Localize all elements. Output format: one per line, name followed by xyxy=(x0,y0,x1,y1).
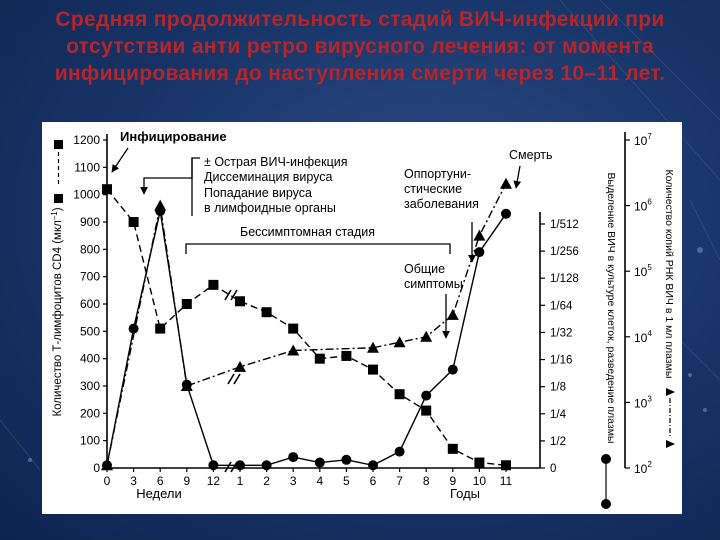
y-left-tick-label: 400 xyxy=(79,351,100,366)
x-unit-weeks: Недели xyxy=(136,486,182,501)
data-point-square xyxy=(262,307,272,317)
annotation-death: Смерть xyxy=(509,148,553,162)
x-tick-label: 7 xyxy=(396,474,403,488)
series-layer xyxy=(101,178,512,471)
annotation-dissemination: Диссеминация вируса xyxy=(204,170,333,184)
data-point-square xyxy=(448,444,458,454)
y-left-tick-label: 1200 xyxy=(73,133,100,147)
y-mid-tick-label: 1/2 xyxy=(550,435,566,448)
annotation-acute: ± Острая ВИЧ-инфекция xyxy=(204,155,348,169)
annotation-symptoms-2: симптомы xyxy=(404,277,463,291)
y-left-tick-label: 200 xyxy=(79,406,100,421)
legend-triangle-marker-right xyxy=(666,388,675,448)
data-point-square xyxy=(155,324,165,334)
annotation-lymphoid-1: Попадание вируса xyxy=(204,186,312,200)
data-point-circle xyxy=(341,455,351,465)
data-point-square xyxy=(288,324,298,334)
legend-circle-marker xyxy=(601,454,611,509)
x-tick-label: 3 xyxy=(130,474,137,488)
annotation-opportunistic-3: заболевания xyxy=(404,197,479,211)
x-tick-label: 12 xyxy=(206,474,221,488)
data-point-square xyxy=(208,280,218,290)
annotation-opportunistic-2: стические xyxy=(404,182,463,196)
data-point-triangle xyxy=(500,178,512,189)
data-point-circle xyxy=(288,452,298,462)
data-point-square xyxy=(341,351,351,361)
annotation-asymptomatic: Бессимптомная стадия xyxy=(240,225,376,239)
x-tick-label: 11 xyxy=(499,474,513,488)
data-point-square xyxy=(129,217,139,227)
y-left-tick-label: 0 xyxy=(93,461,100,475)
x-tick-label: 1 xyxy=(236,474,244,488)
annotation-lymphoid-2: в лимфоидные органы xyxy=(204,201,336,215)
annotation-opportunistic-1: Оппортуни- xyxy=(404,167,472,181)
x-tick-label: 6 xyxy=(156,474,164,488)
data-point-square xyxy=(102,184,112,194)
y-left-tick-label: 600 xyxy=(79,297,100,311)
y-left-tick-label: 800 xyxy=(79,242,100,257)
x-tick-label: 0 xyxy=(103,474,111,488)
y-mid-tick-label: 1/8 xyxy=(550,381,566,394)
slide-title: Средняя продолжительность стадий ВИЧ-инфекции при отсутствии анти ретро вирусного лечения: от момента инфицирования до наступления смерти через 10–11 лет. xyxy=(54,8,666,85)
chart-panel xyxy=(42,122,682,514)
annotation-infection: Инфицирование xyxy=(120,129,227,144)
y-right-tick-label: $10^4$ xyxy=(634,328,652,345)
data-point-circle xyxy=(315,458,325,468)
y-left-tick-label: 500 xyxy=(79,324,100,339)
y-right-axis-label: Количество копий РНК ВИЧ в 1 мл плазмы xyxy=(663,169,675,379)
data-point-triangle xyxy=(447,309,459,320)
y-mid-tick-label: 1/4 xyxy=(550,408,566,421)
y-left-tick-label: 1100 xyxy=(74,160,100,175)
y-right-tick-label: $10^6$ xyxy=(634,197,652,214)
x-tick-label: 3 xyxy=(289,474,297,488)
axis-ticks xyxy=(73,132,652,488)
y-left-tick-label: 700 xyxy=(79,269,100,284)
y-left-tick-label: 900 xyxy=(79,215,100,229)
y-left-axis-label: Количество Т-лимфоцитов CD4 (мкл$^{-1}$) xyxy=(50,207,64,417)
y-mid-tick-label: 1/256 xyxy=(550,246,579,259)
hiv-stages-chart xyxy=(42,122,682,514)
y-mid-tick-label: 1/128 xyxy=(550,273,579,286)
y-right-tick-label: $10^2$ xyxy=(634,460,652,476)
data-point-square xyxy=(421,406,431,416)
y-right-tick-label: $10^5$ xyxy=(634,263,652,280)
data-point-circle xyxy=(208,460,218,470)
x-tick-label: 6 xyxy=(369,474,377,488)
legend-square-marker-left xyxy=(54,140,63,203)
data-point-circle xyxy=(368,460,378,470)
y-right-tick-label: $10^3$ xyxy=(634,394,652,411)
data-point-circle xyxy=(235,460,245,470)
x-tick-label: 2 xyxy=(263,474,270,488)
x-unit-years: Годы xyxy=(449,486,481,501)
x-tick-label: 9 xyxy=(183,474,191,488)
y-left-tick-label: 300 xyxy=(79,379,100,393)
y-mid-tick-label: 1/32 xyxy=(550,327,573,340)
data-point-circle xyxy=(421,391,431,401)
data-point-square xyxy=(474,458,484,468)
data-point-square xyxy=(395,389,405,399)
x-tick-label: 8 xyxy=(422,474,430,488)
y-mid-tick-label: 1/64 xyxy=(550,300,573,313)
y-mid-tick-label: 1/512 xyxy=(550,219,579,231)
data-point-circle xyxy=(262,460,272,470)
data-point-triangle xyxy=(154,200,166,211)
data-point-triangle xyxy=(234,361,246,372)
y-left-tick-label: 1000 xyxy=(73,187,100,202)
data-point-square xyxy=(182,299,192,309)
annotation-symptoms-1: Общие xyxy=(404,262,446,276)
x-tick-label: 10 xyxy=(472,474,487,488)
data-point-circle xyxy=(474,247,484,257)
data-point-circle xyxy=(395,447,405,457)
y-left-tick-label: 100 xyxy=(79,433,100,448)
data-point-square xyxy=(368,365,378,375)
data-point-square xyxy=(235,296,245,306)
y-mid-tick-label: 1/16 xyxy=(550,354,573,367)
x-tick-label: 9 xyxy=(449,474,457,488)
x-tick-label: 4 xyxy=(316,474,324,488)
data-point-triangle xyxy=(473,230,485,241)
data-point-square xyxy=(315,354,325,364)
data-point-circle xyxy=(448,365,458,375)
x-tick-label: 5 xyxy=(343,474,350,488)
data-point-circle xyxy=(501,209,511,219)
y-mid-axis-label: Выделение ВИЧ в культуре клеток, разведение плазмы xyxy=(605,172,617,444)
y-right-tick-label: $10^7$ xyxy=(634,132,652,148)
data-point-square xyxy=(501,460,511,470)
y-mid-tick-label: 0 xyxy=(550,463,557,475)
data-point-triangle xyxy=(394,336,406,347)
